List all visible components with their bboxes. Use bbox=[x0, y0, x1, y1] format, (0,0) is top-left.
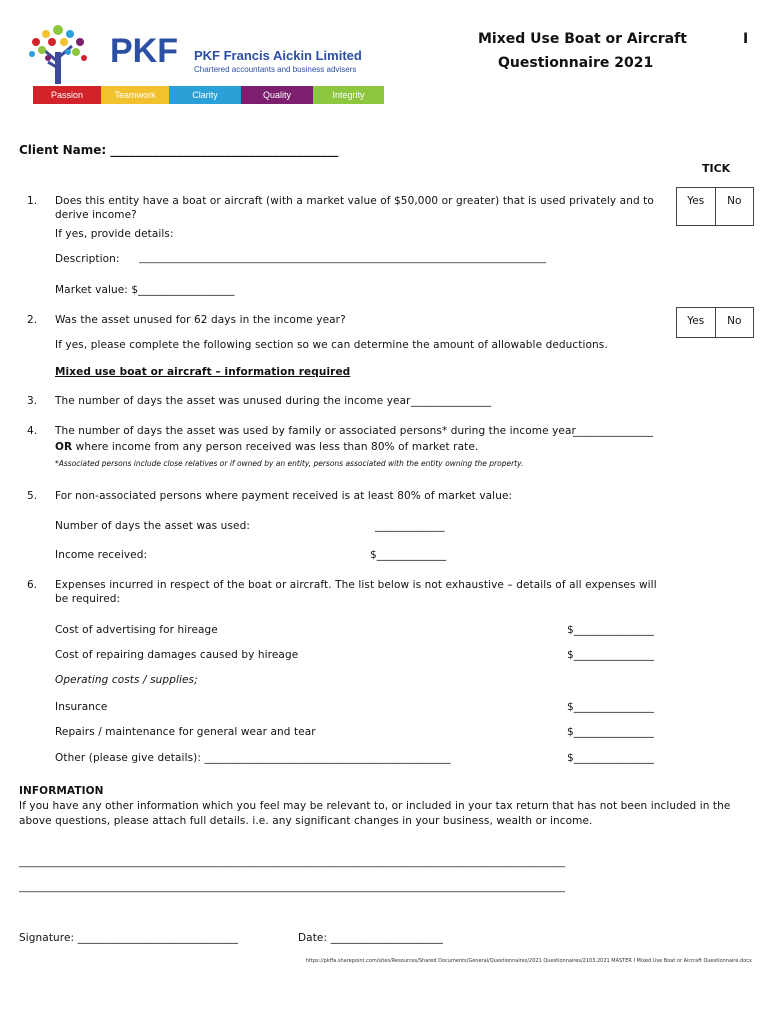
q5-income-line[interactable]: $_____________ bbox=[370, 549, 447, 561]
date-field[interactable]: Date: _____________________ bbox=[298, 932, 443, 944]
title-line-2: Questionnaire 2021 bbox=[498, 55, 654, 71]
q6-number: 6. bbox=[27, 579, 38, 591]
expense-other-line[interactable]: $_______________ bbox=[567, 752, 655, 764]
information-line-2[interactable]: ___________________________________________________________________________________________________________________ bbox=[19, 882, 566, 893]
q2-text: Was the asset unused for 62 days in the income year? bbox=[55, 314, 346, 326]
q5-text: For non-associated persons where payment received is at least 80% of market value: bbox=[55, 490, 513, 502]
value-passion: Passion bbox=[33, 86, 101, 104]
q2-tick-box bbox=[676, 307, 754, 338]
q1-description-label: Description: bbox=[55, 253, 120, 265]
value-teamwork: Teamwork bbox=[101, 86, 169, 104]
information-heading: INFORMATION bbox=[19, 785, 104, 797]
q2-if-yes: If yes, please complete the following section so we can determine the amount of allowable deductions. bbox=[55, 339, 608, 351]
client-name-line[interactable]: ______________________________________ bbox=[110, 143, 339, 157]
section-heading: Mixed use boat or aircraft – information required bbox=[55, 366, 351, 378]
information-text: If you have any other information which you feel may be relevant to, or included in your tax return that has not been included in the above questions, please attach full details. i.e. any significant changes in your business, wealth or income. bbox=[19, 800, 731, 827]
value-quality: Quality bbox=[241, 86, 313, 104]
q4-number: 4. bbox=[27, 425, 38, 437]
q2-number: 2. bbox=[27, 314, 38, 326]
expense-insurance-label: Insurance bbox=[55, 701, 108, 713]
q5-days-label: Number of days the asset was used: bbox=[55, 520, 250, 532]
q5-days-line[interactable]: _____________ bbox=[375, 520, 445, 532]
operating-costs-heading: Operating costs / supplies; bbox=[55, 674, 198, 686]
q1-number: 1. bbox=[27, 195, 38, 207]
q1-yes-option[interactable]: Yes bbox=[687, 195, 705, 207]
expense-repairs-label: Cost of repairing damages caused by hireage bbox=[55, 649, 299, 661]
page-title bbox=[478, 30, 687, 72]
corner-mark: I bbox=[743, 31, 749, 47]
client-name-label: Client Name: bbox=[19, 143, 111, 157]
tick-header: TICK bbox=[702, 162, 731, 175]
q4-text: The number of days the asset was used by family or associated persons* during the income year bbox=[55, 425, 576, 437]
q1-description-line[interactable]: ____________________________________________________________________________________ bbox=[139, 253, 547, 264]
q1-if-yes: If yes, provide details: bbox=[55, 228, 174, 240]
expense-maintenance-line[interactable]: $_______________ bbox=[567, 726, 655, 738]
q4-or-line bbox=[55, 440, 478, 454]
footer-file-path: https://pkffa.sharepoint.com/sites/Resources/Shared Documents/General/Questionnaires/2021 Questionnaires/2103.2021 MASTER I Mixed Use Boat or Aircraft Questionnaire.docx bbox=[305, 958, 752, 964]
q1-tick-box bbox=[676, 187, 754, 226]
expense-insurance-line[interactable]: $_______________ bbox=[567, 701, 655, 713]
expense-advertising-label: Cost of advertising for hireage bbox=[55, 624, 218, 636]
logo-brand: PKF bbox=[110, 32, 178, 70]
q5-number: 5. bbox=[27, 490, 38, 502]
expense-advertising-line[interactable]: $_______________ bbox=[567, 624, 655, 636]
q4-footnote: *Associated persons include close relatives or if owned by an entity, persons associated with the entity owning the property. bbox=[55, 459, 524, 468]
q2-no-option[interactable]: No bbox=[715, 308, 754, 337]
logo-company: PKF Francis Aickin Limited bbox=[194, 48, 362, 63]
client-name-field[interactable] bbox=[19, 143, 338, 157]
q1-market-value[interactable]: Market value: $__________________ bbox=[55, 284, 235, 296]
logo-tagline: Chartered accountants and business advisers bbox=[194, 65, 357, 74]
q2-yes-option[interactable]: Yes bbox=[687, 315, 705, 327]
q1-text: Does this entity have a boat or aircraft (with a market value of $50,000 or greater) that is used privately and to derive income? bbox=[55, 195, 654, 221]
q3-text: The number of days the asset was unused during the income year bbox=[55, 395, 411, 407]
q6-text: Expenses incurred in respect of the boat or aircraft. The list below is not exhaustive – details of all expenses will be required: bbox=[55, 579, 657, 605]
q1-no-option[interactable]: No bbox=[715, 188, 754, 225]
q5-income-label: Income received: bbox=[55, 549, 148, 561]
title-line-1: Mixed Use Boat or Aircraft bbox=[478, 31, 687, 47]
value-integrity: Integrity bbox=[313, 86, 384, 104]
value-clarity: Clarity bbox=[169, 86, 241, 104]
q3-number: 3. bbox=[27, 395, 38, 407]
tree-logo-icon bbox=[22, 22, 94, 86]
q4-or-text: where income from any person received was less than 80% of market rate. bbox=[72, 441, 479, 453]
q4-line[interactable]: _______________ bbox=[573, 425, 654, 437]
signature-field[interactable]: Signature: ______________________________ bbox=[19, 932, 239, 944]
q3-line[interactable]: _______________ bbox=[411, 395, 492, 407]
expense-other-label[interactable]: Other (please give details): ______________________________________________ bbox=[55, 752, 451, 764]
expense-maintenance-label: Repairs / maintenance for general wear and tear bbox=[55, 726, 316, 738]
q4-or-label: OR bbox=[55, 441, 73, 453]
expense-repairs-line[interactable]: $_______________ bbox=[567, 649, 655, 661]
information-line-1[interactable]: ___________________________________________________________________________________________________________________ bbox=[19, 857, 566, 868]
